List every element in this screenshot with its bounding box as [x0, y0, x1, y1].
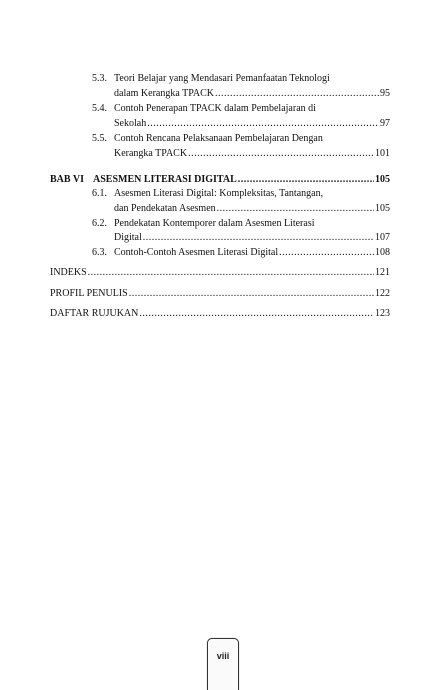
- dot-leader: [215, 87, 379, 100]
- toc-entry-6-1[interactable]: [0, 187, 447, 200]
- entry-title-line: INDEKS: [50, 267, 87, 278]
- section-number: 5.3.: [92, 73, 107, 84]
- page-ref: 107: [375, 232, 390, 243]
- entry-title-line: Kerangka TPACK: [114, 148, 188, 159]
- entry-title-line: Contoh Penerapan TPACK dalam Pembelajaran di: [114, 103, 316, 114]
- dot-leader: [217, 202, 374, 215]
- page-ref: 105: [375, 203, 390, 214]
- dot-leader: [88, 266, 374, 279]
- toc-entry-5-3-cont[interactable]: [0, 87, 447, 100]
- toc-entry-5-4[interactable]: [0, 102, 447, 115]
- toc-entry-5-5[interactable]: [0, 132, 447, 145]
- toc-entry-6-1-cont[interactable]: [0, 202, 447, 215]
- section-number: 5.4.: [92, 103, 107, 114]
- entry-title-line: Sekolah: [114, 118, 147, 129]
- entry-title-line: Teori Belajar yang Mendasari Pemanfaatan Teknologi: [114, 73, 330, 84]
- entry-title-line: Contoh-Contoh Asesmen Literasi Digital: [114, 247, 279, 258]
- entry-title-line: PROFIL PENULIS: [50, 288, 128, 299]
- page-ref: 108: [375, 247, 390, 258]
- toc-entry-5-3[interactable]: [0, 72, 447, 85]
- dot-leader: [279, 246, 374, 259]
- dot-leader: [147, 117, 379, 130]
- section-number: 6.3.: [92, 247, 107, 258]
- entry-title-line: Digital: [114, 232, 142, 243]
- chapter-title: ASESMEN LITERASI DIGITAL: [93, 174, 237, 185]
- toc-entry-5-5-cont[interactable]: [0, 147, 447, 160]
- entry-title-line: dalam Kerangka TPACK: [114, 88, 214, 99]
- page-ref: 97: [380, 118, 390, 129]
- entry-title-line: Asesmen Literasi Digital: Kompleksitas, Tantangan,: [114, 188, 324, 199]
- toc-entry-profil-penulis[interactable]: [0, 287, 447, 300]
- entry-title-line: Pendekatan Kontemporer dalam Asesmen Literasi: [114, 218, 315, 229]
- entry-title-line: dan Pendekatan Asesmen: [114, 203, 216, 214]
- dot-leader: [129, 287, 374, 300]
- toc-entry-5-4-cont[interactable]: [0, 117, 447, 130]
- page-ref: 123: [375, 308, 390, 319]
- toc-chapter-bab-vi[interactable]: [0, 173, 447, 186]
- page-number-tab: [207, 638, 239, 690]
- page-ref: 101: [375, 148, 390, 159]
- dot-leader: [188, 147, 374, 160]
- dot-leader: [143, 231, 374, 244]
- entry-title-line: DAFTAR RUJUKAN: [50, 308, 139, 319]
- toc-entry-indeks[interactable]: [0, 266, 447, 279]
- page-ref: 121: [375, 267, 390, 278]
- page-ref: 122: [375, 288, 390, 299]
- page-ref: 95: [380, 88, 390, 99]
- page-number: viii: [216, 651, 230, 661]
- toc-entry-6-2-cont[interactable]: [0, 231, 447, 244]
- chapter-number: BAB VI: [50, 174, 84, 185]
- dot-leader: [139, 307, 374, 320]
- entry-title-line: Contoh Rencana Pelaksanaan Pembelajaran Dengan: [114, 133, 323, 144]
- toc-entry-6-2[interactable]: [0, 217, 447, 230]
- toc-entry-6-3[interactable]: [0, 246, 447, 259]
- section-number: 6.2.: [92, 218, 107, 229]
- page-ref: 105: [375, 174, 390, 185]
- toc-entry-daftar-rujukan[interactable]: [0, 307, 447, 320]
- section-number: 6.1.: [92, 188, 107, 199]
- dot-leader: [238, 173, 374, 186]
- section-number: 5.5.: [92, 133, 107, 144]
